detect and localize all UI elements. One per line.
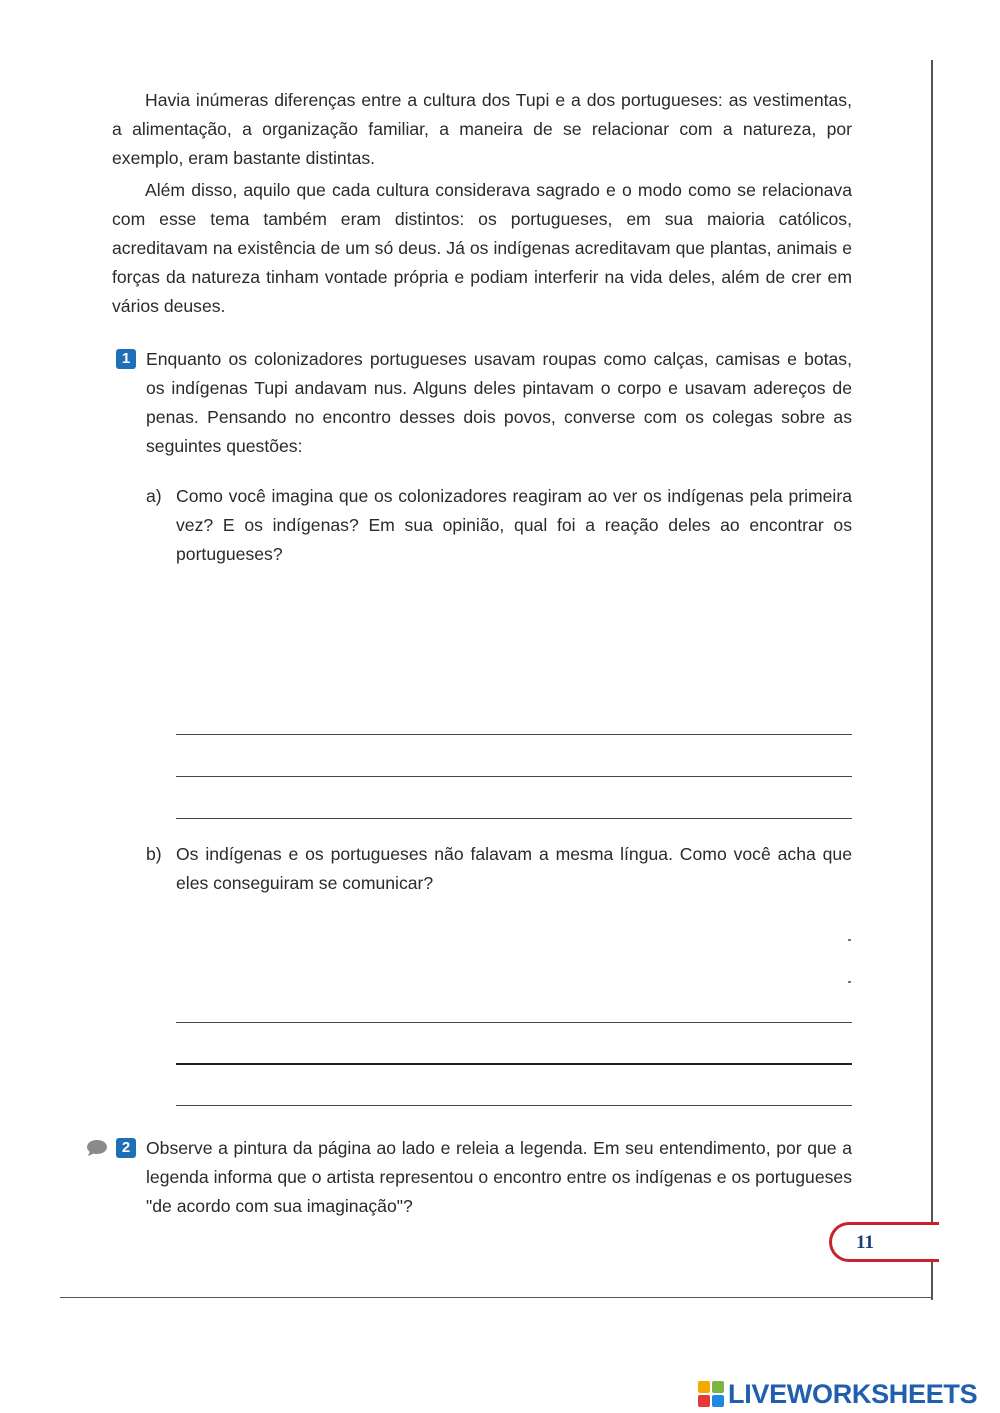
question-1-text: Enquanto os colonizadores portugueses usavam roupas como calças, camisas e botas, os indígenas Tupi andavam nus. Alguns deles pintavam o corpo e usavam adereços de penas. Pensando no encontro desses dois povos, converse com os colegas sobre as seguintes questões: (146, 349, 852, 456)
answer-line-1b-1[interactable] (176, 1022, 852, 1023)
question-1a-letter: a) (146, 486, 162, 506)
answer-line-1a-3[interactable] (176, 818, 852, 819)
question-1b-text: Os indígenas e os portugueses não falavam a mesma língua. Como você acha que eles conseguiram se comunicar? (176, 844, 852, 893)
question-1a-text: Como você imagina que os colonizadores reagiram ao ver os indígenas pela primeira vez? E os indígenas? Em sua opinião, qual foi a reação deles ao encontrar os portugueses? (176, 486, 852, 564)
page-border-right (931, 60, 933, 1300)
question-1 (112, 345, 852, 461)
page-number-tab (829, 1222, 939, 1262)
page-number: 11 (856, 1232, 874, 1253)
question-2-badge: 2 (116, 1138, 136, 1158)
liveworksheets-logo-icon (698, 1381, 724, 1407)
intro-paragraph-1: Havia inúmeras diferenças entre a cultura dos Tupi e a dos portugueses: as vestimentas, a alimentação, a organização familiar, a maneira de se relacionar com a natureza, por exemplo, eram bastante distintas. (112, 90, 852, 168)
question-1a (146, 482, 852, 569)
question-2-text: Observe a pintura da página ao lado e releia a legenda. Em seu entendimento, por que a legenda informa que o artista representou o encontro entre os indígenas e os portugueses "de acordo com sua imaginação"? (146, 1138, 852, 1216)
stray-mark (848, 981, 851, 983)
answer-line-1b-2[interactable] (176, 1063, 852, 1065)
answer-line-1b-3[interactable] (176, 1105, 852, 1106)
liveworksheets-logo (698, 1377, 977, 1411)
liveworksheets-logo-text: LIVEWORKSHEETS (728, 1378, 978, 1409)
stray-mark (848, 939, 851, 941)
answer-line-1a-2[interactable] (176, 776, 852, 777)
question-1b (146, 840, 852, 898)
page-border-bottom (60, 1297, 933, 1298)
question-1-badge: 1 (116, 349, 136, 369)
question-1b-letter: b) (146, 844, 162, 864)
question-2 (112, 1134, 852, 1221)
answer-line-1a-1[interactable] (176, 734, 852, 735)
speech-bubble-icon (86, 1139, 108, 1157)
intro-paragraph-2: Além disso, aquilo que cada cultura considerava sagrado e o modo como se relacionava com esse tema também eram distintos: os portugueses, em sua maioria católicos, acreditavam na existência de um só deus. Já os indígenas acreditavam que plantas, animais e forças da natureza tinham vontade própria e podiam interferir na vida deles, além de crer em vários deuses. (112, 180, 852, 316)
